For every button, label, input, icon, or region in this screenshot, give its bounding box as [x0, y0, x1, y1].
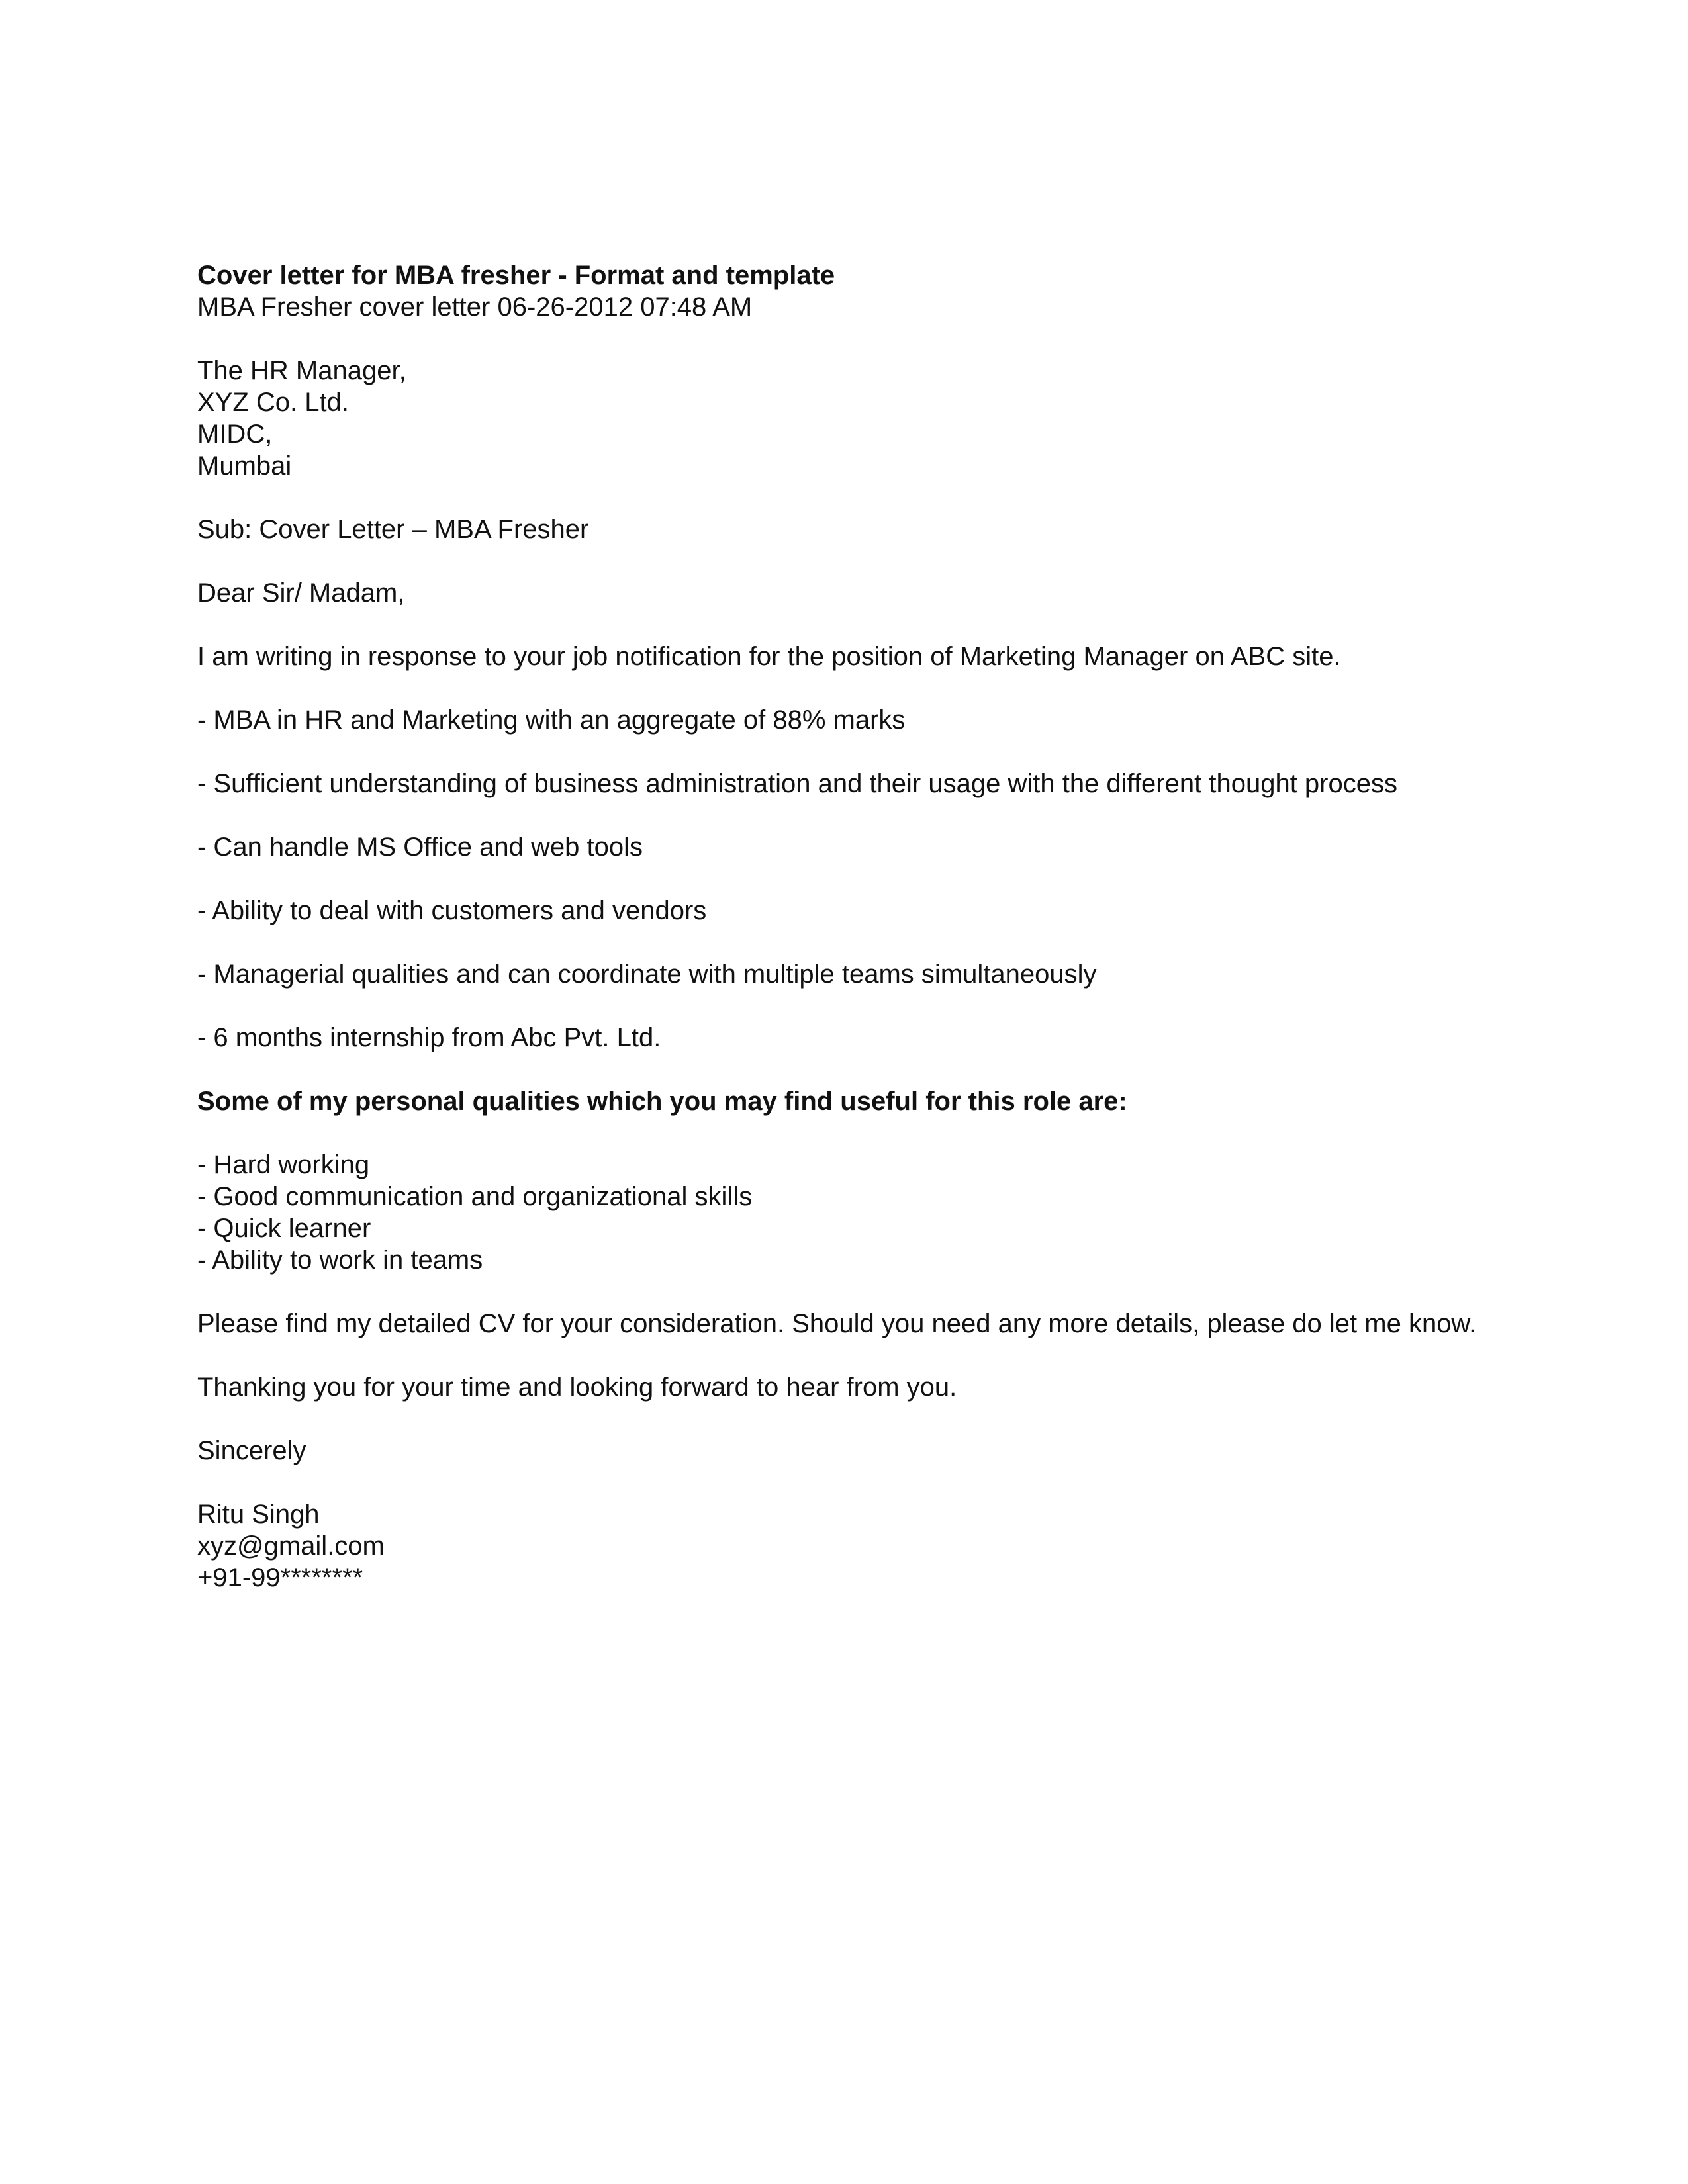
quality-item: - Hard working [197, 1150, 370, 1179]
spacer [197, 799, 1508, 831]
document-title: Cover letter for MBA fresher - Format and template [197, 261, 835, 290]
spacer [197, 1117, 1508, 1149]
signature-email: xyz@gmail.com [197, 1531, 385, 1561]
spacer [197, 1467, 1508, 1498]
qualification-item: - Sufficient understanding of business administration and their usage with the different thought process [197, 769, 1397, 798]
signature-name: Ritu Singh [197, 1500, 320, 1529]
intro-paragraph: I am writing in response to your job notification for the position of Marketing Manager on ABC site. [197, 642, 1341, 671]
signature-block [197, 1498, 1508, 1594]
spacer [197, 545, 1508, 577]
spacer [197, 1340, 1508, 1371]
spacer [197, 1054, 1508, 1085]
closing-paragraph: Please find my detailed CV for your consideration. Should you need any more details, please do let me know. [197, 1309, 1477, 1338]
spacer [197, 1403, 1508, 1435]
spacer [197, 672, 1508, 704]
spacer [197, 323, 1508, 355]
spacer [197, 609, 1508, 641]
quality-item: - Ability to work in teams [197, 1246, 483, 1275]
qualification-item: - Ability to deal with customers and vendors [197, 896, 707, 925]
thanks-line: Thanking you for your time and looking forward to hear from you. [197, 1373, 957, 1402]
signoff: Sincerely [197, 1436, 306, 1465]
spacer [197, 863, 1508, 895]
recipient-address [197, 355, 1508, 482]
qualification-item: - Managerial qualities and can coordinate with multiple teams simultaneously [197, 960, 1097, 989]
qualification-item: - Can handle MS Office and web tools [197, 833, 643, 862]
quality-item: - Quick learner [197, 1214, 371, 1243]
signature-phone: +91-99******** [197, 1563, 363, 1592]
letter-page [197, 259, 1508, 1594]
qualification-item: - MBA in HR and Marketing with an aggregate of 88% marks [197, 705, 906, 735]
qualities-heading: Some of my personal qualities which you may find useful for this role are: [197, 1087, 1127, 1116]
address-line: Mumbai [197, 451, 292, 480]
salutation: Dear Sir/ Madam, [197, 578, 405, 608]
qualities-list [197, 1149, 1508, 1276]
qualification-item: - 6 months internship from Abc Pvt. Ltd. [197, 1023, 661, 1052]
spacer [197, 927, 1508, 958]
address-line: The HR Manager, [197, 356, 406, 385]
spacer [197, 1276, 1508, 1308]
address-line: MIDC, [197, 420, 273, 449]
address-line: XYZ Co. Ltd. [197, 388, 349, 417]
spacer [197, 736, 1508, 768]
spacer [197, 990, 1508, 1022]
spacer [197, 482, 1508, 514]
subject-line: Sub: Cover Letter – MBA Fresher [197, 515, 589, 544]
quality-item: - Good communication and organizational skills [197, 1182, 753, 1211]
document-subtitle: MBA Fresher cover letter 06-26-2012 07:48 AM [197, 293, 753, 322]
